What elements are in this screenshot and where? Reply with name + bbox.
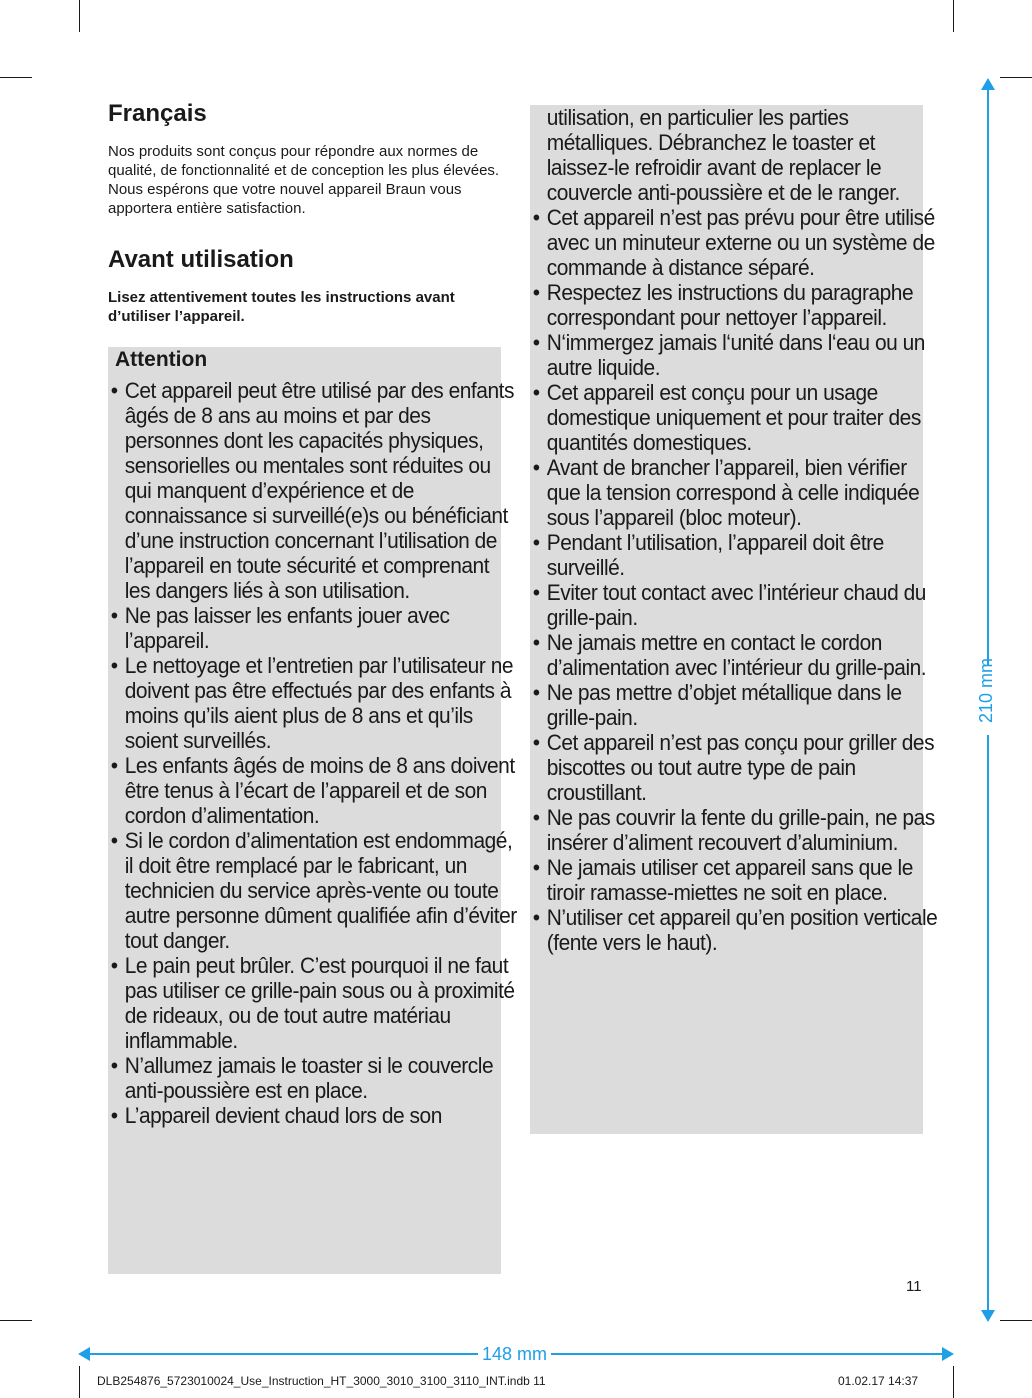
list-item-text: Le pain peut brûler. C’est pourquoi il ne faut pas utiliser ce grille-pain sous ou à proximité de rideaux, ou de tout autre matériau inflammable.: [124, 953, 515, 1053]
bullet-icon: •: [532, 330, 540, 355]
bullet-icon: •: [532, 280, 540, 305]
bullet-icon: •: [110, 1103, 118, 1128]
list-item-text: Ne pas couvrir la fente du grille-pain, ne pas insérer d’aliment recouvert d’aluminium.: [546, 805, 935, 855]
bullet-icon: •: [532, 530, 540, 555]
list-item: [530, 455, 943, 530]
continuation-text: utilisation, en particulier les parties métalliques. Débranchez le toaster et laissez-le refroidir avant de replacer le couvercle anti-poussière et de le ranger.: [546, 105, 900, 205]
list-item-text: L’appareil devient chaud lors de son: [124, 1103, 442, 1128]
list-item: [530, 330, 943, 380]
list-item: [530, 805, 943, 855]
dimension-width-label: 148 mm: [478, 1343, 551, 1365]
list-item-text: Cet appareil est conçu pour un usage domestique uniquement et pour traiter des quantités domestiques.: [546, 380, 921, 455]
bullet-icon: •: [532, 455, 540, 480]
bullet-icon: •: [532, 730, 540, 755]
list-item-text: Les enfants âgés de moins de 8 ans doivent être tenus à l’écart de l’appareil et de son cordon d’alimentation.: [124, 753, 515, 828]
list-item: [108, 1053, 518, 1103]
list-item-text: Avant de brancher l’appareil, bien vérifier que la tension correspond à celle indiquée sous l’appareil (bloc moteur).: [546, 455, 920, 530]
list-item-text: Ne pas laisser les enfants jouer avec l’appareil.: [124, 603, 450, 653]
bullet-icon: •: [532, 905, 540, 930]
bullet-icon: •: [110, 753, 118, 778]
footer-filename: DLB254876_5723010024_Use_Instruction_HT_3000_3010_3100_3110_INT.indb 11: [97, 1374, 546, 1388]
intro-paragraph: Nos produits sont conçus pour répondre aux normes de qualité, de fonctionnalité et de conception les plus élevées. Nous espérons que votre nouvel appareil Braun vous apportera entière satisfaction.: [108, 143, 500, 217]
list-item: [108, 753, 518, 828]
list-item-text: Cet appareil peut être utilisé par des enfants âgés de 8 ans au moins et par des personnes dont les capacités physiques, sensorielles ou mentales sont réduites ou qui manquent d’expérience et de connaissance si surveillé(e)s ou bénéficiant d’une instruction concernant l’utilisation de l’appareil en toute sécurité et comprenant les dangers liés à son utilisation.: [124, 378, 514, 603]
bullet-icon: •: [532, 580, 540, 605]
list-item-text: Si le cordon d’alimentation est endommagé, il doit être remplacé par le fabricant, un technicien du service après-vente ou toute autre personne dûment qualifiée afin d’éviter tout danger.: [124, 828, 517, 953]
list-item-continuation: [530, 105, 943, 205]
arrow-right-icon: [942, 1347, 954, 1361]
crop-mark: [953, 0, 954, 32]
page-title: Français: [108, 100, 207, 127]
list-item-text: N‘immergez jamais l‘unité dans l‘eau ou un autre liquide.: [546, 330, 925, 380]
list-item-text: Pendant l’utilisation, l’appareil doit être surveillé.: [546, 530, 884, 580]
bullet-icon: •: [532, 855, 540, 880]
bullet-icon: •: [532, 805, 540, 830]
arrow-left-icon: [78, 1347, 90, 1361]
list-item: [530, 530, 943, 580]
list-item-text: N’utiliser cet appareil qu’en position verticale (fente vers le haut).: [546, 905, 938, 955]
crop-mark: [1000, 1320, 1032, 1321]
bullet-icon: •: [532, 680, 540, 705]
bullet-icon: •: [110, 1053, 118, 1078]
list-item-text: Ne jamais utiliser cet appareil sans que le tiroir ramasse-miettes ne soit en place.: [546, 855, 913, 905]
list-item: [108, 828, 518, 953]
bullet-icon: •: [110, 828, 118, 853]
list-item: [530, 630, 943, 680]
bullet-icon: •: [532, 380, 540, 405]
list-item-text: Cet appareil n’est pas conçu pour griller des biscottes ou tout autre type de pain croustillant.: [546, 730, 935, 805]
crop-mark: [79, 1366, 80, 1398]
list-item-text: Respectez les instructions du paragraphe correspondant pour nettoyer l’appareil.: [546, 280, 914, 330]
list-item: [530, 205, 943, 280]
list-item: [530, 380, 943, 455]
bullet-icon: •: [110, 653, 118, 678]
crop-mark: [1000, 77, 1032, 78]
list-item: [108, 603, 518, 653]
list-item-text: Le nettoyage et l’entretien par l’utilisateur ne doivent pas être effectués par des enfants à moins qu’ils aient plus de 8 ans et qu’ils soient surveillés.: [124, 653, 514, 753]
list-item: [530, 680, 943, 730]
crop-mark: [79, 0, 80, 32]
list-item-text: Ne pas mettre d’objet métallique dans le grille-pain.: [546, 680, 902, 730]
list-item: [108, 378, 518, 603]
list-item: [530, 730, 943, 805]
list-item: [108, 1103, 518, 1128]
attention-title: Attention: [115, 348, 208, 371]
section-title: Avant utilisation: [108, 246, 294, 273]
list-item: [530, 580, 943, 630]
bullet-icon: •: [110, 603, 118, 628]
list-item: [530, 280, 943, 330]
attention-list-left: [108, 378, 517, 1128]
arrow-up-icon: [981, 78, 995, 90]
bullet-icon: •: [532, 205, 540, 230]
crop-mark: [0, 1320, 32, 1321]
bullet-icon: •: [532, 630, 540, 655]
section-lead: Lisez attentivement toutes les instructions avant d’utiliser l’appareil.: [108, 289, 455, 325]
page-number: 11: [906, 1278, 922, 1295]
list-item: [530, 855, 943, 905]
list-item: [108, 953, 518, 1053]
bullet-icon: •: [110, 378, 118, 403]
list-item-text: Cet appareil n’est pas prévu pour être utilisé avec un minuteur externe ou un système de commande à distance séparé.: [546, 205, 935, 280]
bullet-icon: •: [110, 953, 118, 978]
list-item: [108, 653, 518, 753]
list-item-text: N’allumez jamais le toaster si le couvercle anti-poussière est en place.: [124, 1053, 494, 1103]
list-item-text: Ne jamais mettre en contact le cordon d’alimentation avec l’intérieur du grille-pain.: [546, 630, 927, 680]
attention-panel-left: [108, 347, 517, 1274]
dimension-height-label-box: [964, 657, 1012, 735]
footer-timestamp: 01.02.17 14:37: [838, 1374, 919, 1388]
list-item: [530, 905, 943, 955]
crop-mark: [0, 77, 32, 78]
attention-panel-right: [530, 105, 938, 1134]
list-item-text: Eviter tout contact avec l’intérieur chaud du grille-pain.: [546, 580, 926, 630]
arrow-down-icon: [981, 1310, 995, 1322]
dimension-height-label: 210 mm: [976, 657, 996, 723]
attention-list-right: [530, 105, 938, 955]
crop-mark: [953, 1366, 954, 1398]
